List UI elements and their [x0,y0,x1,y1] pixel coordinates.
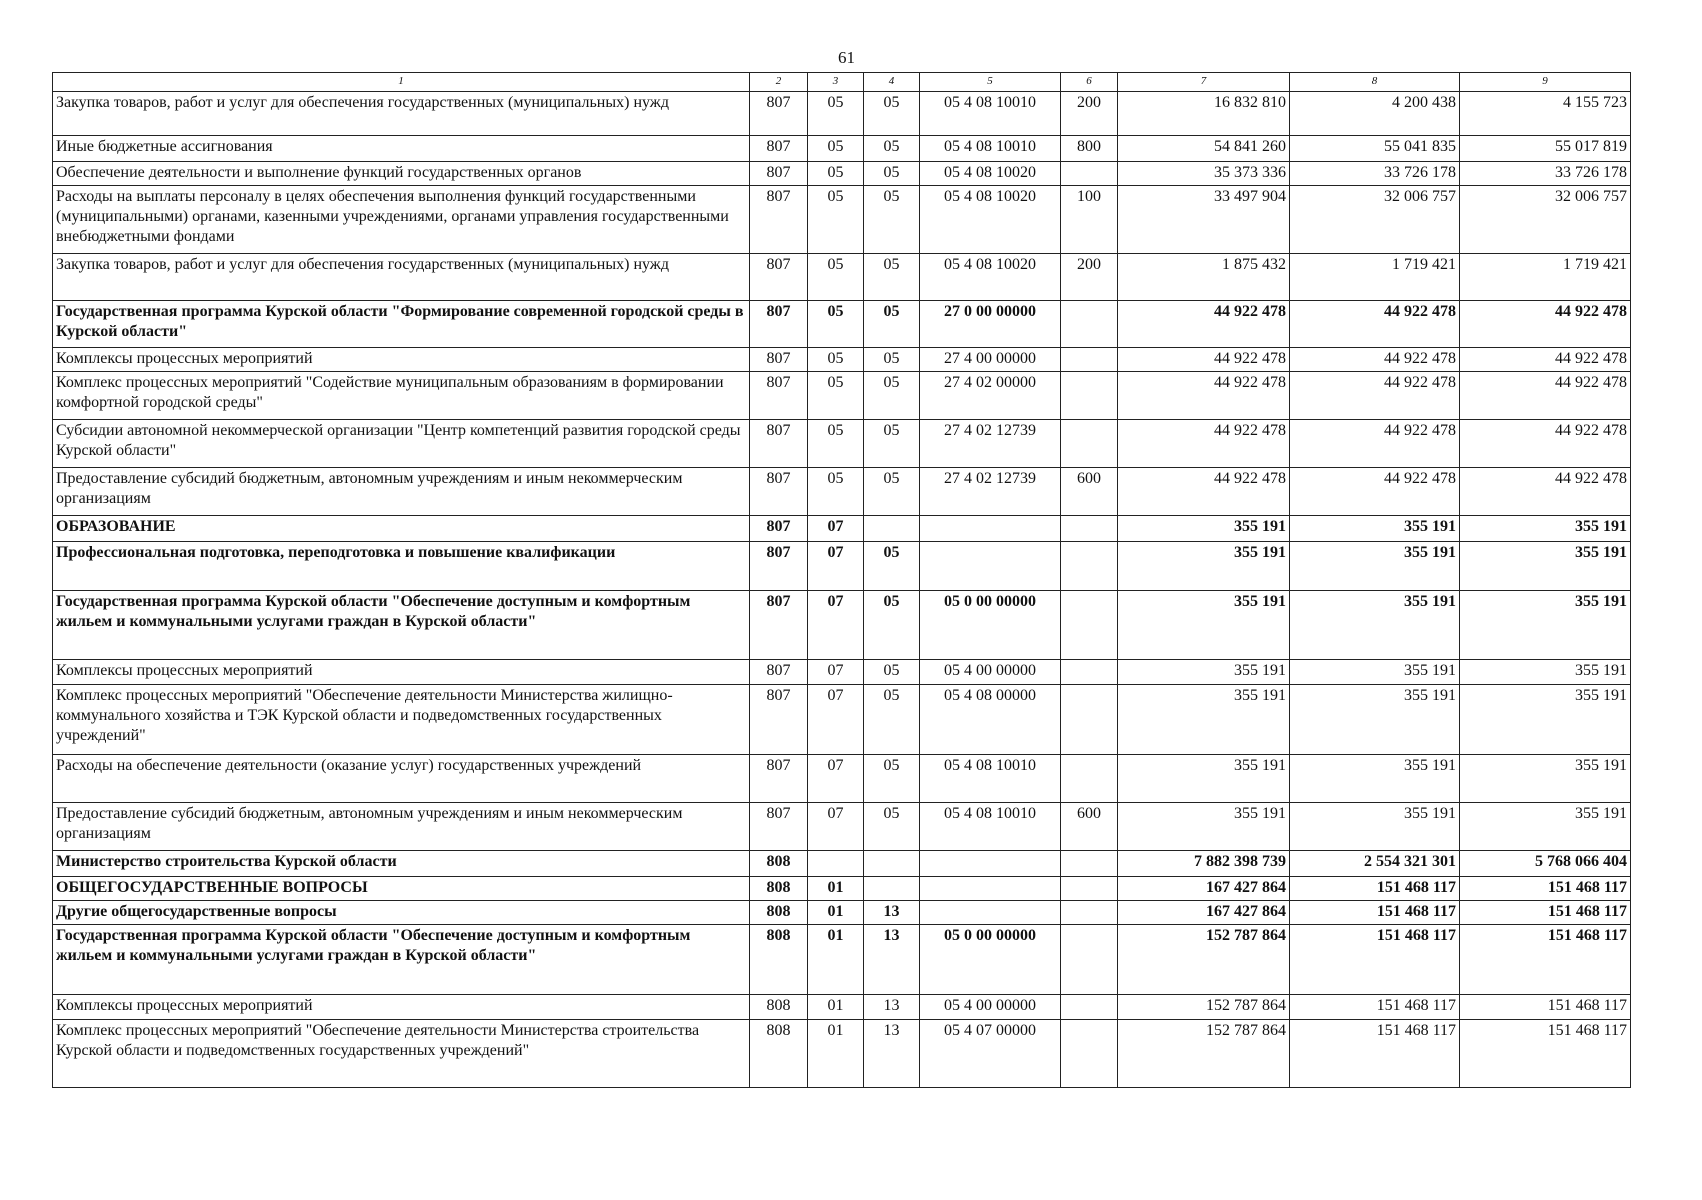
amount-year-1: 44 922 478 [1118,348,1290,372]
amount-year-3: 44 922 478 [1460,348,1631,372]
section-code: 07 [808,660,864,685]
table-row [53,542,1631,591]
row-name: Министерство строительства Курской области [53,851,750,877]
column-number-row [53,73,1631,92]
ministry-code: 807 [750,186,808,254]
amount-year-1: 152 787 864 [1118,925,1290,995]
expense-type-code [1061,542,1118,591]
column-number: 6 [1061,73,1118,92]
expense-type-code: 200 [1061,254,1118,301]
subsection-code: 05 [864,685,920,755]
amount-year-3: 151 468 117 [1460,877,1631,901]
column-number: 8 [1290,73,1460,92]
amount-year-2: 151 468 117 [1290,901,1460,925]
subsection-code: 05 [864,660,920,685]
target-article-code: 05 4 08 10020 [920,162,1061,186]
amount-year-2: 355 191 [1290,660,1460,685]
amount-year-1: 16 832 810 [1118,92,1290,136]
column-number: 2 [750,73,808,92]
amount-year-3: 151 468 117 [1460,925,1631,995]
table-row [53,995,1631,1020]
subsection-code [864,516,920,542]
target-article-code [920,901,1061,925]
section-code: 05 [808,348,864,372]
target-article-code: 05 0 00 00000 [920,591,1061,660]
row-name: Комплексы процессных мероприятий [53,660,750,685]
ministry-code: 807 [750,591,808,660]
expense-type-code [1061,516,1118,542]
expense-type-code: 600 [1061,468,1118,516]
target-article-code: 27 4 02 00000 [920,372,1061,420]
section-code: 07 [808,516,864,542]
section-code: 05 [808,420,864,468]
subsection-code: 05 [864,420,920,468]
row-name: Государственная программа Курской области "Обеспечение доступным и комфортным жильем и коммунальными услугами граждан в Курской области" [53,925,750,995]
row-name: Закупка товаров, работ и услуг для обеспечения государственных (муниципальных) нужд [53,92,750,136]
ministry-code: 808 [750,995,808,1020]
subsection-code: 13 [864,925,920,995]
amount-year-3: 355 191 [1460,803,1631,851]
amount-year-2: 1 719 421 [1290,254,1460,301]
column-number: 7 [1118,73,1290,92]
amount-year-3: 355 191 [1460,542,1631,591]
amount-year-2: 55 041 835 [1290,136,1460,162]
table-row [53,516,1631,542]
row-name: ОБЩЕГОСУДАРСТВЕННЫЕ ВОПРОСЫ [53,877,750,901]
target-article-code: 05 0 00 00000 [920,925,1061,995]
amount-year-3: 355 191 [1460,685,1631,755]
expense-type-code [1061,1020,1118,1088]
section-code: 05 [808,92,864,136]
ministry-code: 807 [750,348,808,372]
subsection-code: 05 [864,136,920,162]
amount-year-2: 355 191 [1290,803,1460,851]
amount-year-2: 151 468 117 [1290,877,1460,901]
table-row [53,851,1631,877]
row-name: Предоставление субсидий бюджетным, автономным учреждениям и иным некоммерческим организациям [53,468,750,516]
row-name: Комплексы процессных мероприятий [53,995,750,1020]
amount-year-3: 355 191 [1460,660,1631,685]
page-number: 61 [838,48,855,67]
expense-type-code [1061,372,1118,420]
ministry-code: 807 [750,254,808,301]
ministry-code: 807 [750,92,808,136]
column-number: 4 [864,73,920,92]
amount-year-3: 355 191 [1460,516,1631,542]
ministry-code: 807 [750,372,808,420]
subsection-code: 05 [864,468,920,516]
table-row [53,1020,1631,1088]
section-code: 05 [808,301,864,348]
column-number: 3 [808,73,864,92]
row-name: ОБРАЗОВАНИЕ [53,516,750,542]
section-code: 07 [808,591,864,660]
table-row [53,660,1631,685]
amount-year-2: 355 191 [1290,542,1460,591]
subsection-code: 05 [864,186,920,254]
table-row [53,420,1631,468]
ministry-code: 807 [750,162,808,186]
table-row [53,254,1631,301]
amount-year-1: 355 191 [1118,660,1290,685]
row-name: Комплекс процессных мероприятий "Обеспечение деятельности Министерства жилищно-коммунального хозяйства и ТЭК Курской области и подведомственных государственных учреждений" [53,685,750,755]
amount-year-1: 355 191 [1118,803,1290,851]
target-article-code: 27 4 02 12739 [920,420,1061,468]
ministry-code: 808 [750,851,808,877]
subsection-code: 05 [864,301,920,348]
table-row [53,348,1631,372]
amount-year-3: 355 191 [1460,755,1631,803]
amount-year-3: 355 191 [1460,591,1631,660]
expense-type-code: 800 [1061,136,1118,162]
subsection-code: 05 [864,372,920,420]
expense-type-code: 200 [1061,92,1118,136]
expense-type-code: 600 [1061,803,1118,851]
target-article-code: 27 4 00 00000 [920,348,1061,372]
target-article-code: 27 4 02 12739 [920,468,1061,516]
table-row [53,162,1631,186]
section-code: 01 [808,901,864,925]
row-name: Государственная программа Курской области "Формирование современной городской среды в Курской области" [53,301,750,348]
section-code: 07 [808,685,864,755]
table-row [53,591,1631,660]
ministry-code: 807 [750,516,808,542]
amount-year-1: 355 191 [1118,591,1290,660]
ministry-code: 807 [750,660,808,685]
amount-year-1: 44 922 478 [1118,301,1290,348]
subsection-code [864,851,920,877]
target-article-code: 05 4 00 00000 [920,995,1061,1020]
subsection-code: 05 [864,542,920,591]
row-name: Закупка товаров, работ и услуг для обеспечения государственных (муниципальных) нужд [53,254,750,301]
amount-year-3: 44 922 478 [1460,420,1631,468]
subsection-code: 05 [864,254,920,301]
amount-year-1: 7 882 398 739 [1118,851,1290,877]
expense-type-code [1061,925,1118,995]
amount-year-1: 167 427 864 [1118,877,1290,901]
row-name: Иные бюджетные ассигнования [53,136,750,162]
target-article-code [920,516,1061,542]
target-article-code: 05 4 08 10020 [920,186,1061,254]
section-code: 05 [808,468,864,516]
ministry-code: 807 [750,685,808,755]
amount-year-3: 44 922 478 [1460,301,1631,348]
row-name: Комплекс процессных мероприятий "Обеспечение деятельности Министерства строительства Курской области и подведомственных государственных учреждений" [53,1020,750,1088]
section-code: 05 [808,136,864,162]
row-name: Комплексы процессных мероприятий [53,348,750,372]
amount-year-2: 355 191 [1290,516,1460,542]
column-number: 9 [1460,73,1631,92]
table-row [53,372,1631,420]
expense-type-code [1061,591,1118,660]
amount-year-2: 44 922 478 [1290,301,1460,348]
section-code: 05 [808,186,864,254]
row-name: Расходы на выплаты персоналу в целях обеспечения выполнения функций государственными (муниципальными) органами, казенными учреждениями, органами управления государственными внебюджетными фондами [53,186,750,254]
ministry-code: 808 [750,877,808,901]
amount-year-1: 355 191 [1118,755,1290,803]
expense-type-code [1061,301,1118,348]
subsection-code: 05 [864,348,920,372]
amount-year-3: 44 922 478 [1460,372,1631,420]
section-code: 07 [808,542,864,591]
amount-year-2: 2 554 321 301 [1290,851,1460,877]
section-code: 07 [808,755,864,803]
subsection-code: 13 [864,1020,920,1088]
amount-year-3: 4 155 723 [1460,92,1631,136]
table-row [53,136,1631,162]
target-article-code: 27 0 00 00000 [920,301,1061,348]
row-name: Расходы на обеспечение деятельности (оказание услуг) государственных учреждений [53,755,750,803]
row-name: Предоставление субсидий бюджетным, автономным учреждениям и иным некоммерческим организациям [53,803,750,851]
expense-type-code [1061,685,1118,755]
table-row [53,755,1631,803]
amount-year-2: 355 191 [1290,755,1460,803]
amount-year-3: 55 017 819 [1460,136,1631,162]
section-code: 05 [808,254,864,301]
subsection-code: 05 [864,591,920,660]
section-code: 01 [808,1020,864,1088]
expense-type-code [1061,901,1118,925]
table-row [53,803,1631,851]
target-article-code [920,542,1061,591]
amount-year-3: 5 768 066 404 [1460,851,1631,877]
amount-year-1: 44 922 478 [1118,372,1290,420]
section-code [808,851,864,877]
ministry-code: 807 [750,803,808,851]
expense-type-code [1061,348,1118,372]
table-row [53,685,1631,755]
target-article-code: 05 4 08 00000 [920,685,1061,755]
amount-year-1: 44 922 478 [1118,468,1290,516]
amount-year-1: 152 787 864 [1118,1020,1290,1088]
row-name: Государственная программа Курской области "Обеспечение доступным и комфортным жильем и коммунальными услугами граждан в Курской области" [53,591,750,660]
amount-year-3: 151 468 117 [1460,901,1631,925]
target-article-code: 05 4 08 10010 [920,136,1061,162]
ministry-code: 807 [750,542,808,591]
amount-year-2: 44 922 478 [1290,348,1460,372]
amount-year-1: 1 875 432 [1118,254,1290,301]
ministry-code: 808 [750,901,808,925]
amount-year-2: 151 468 117 [1290,1020,1460,1088]
table-row [53,901,1631,925]
row-name: Другие общегосударственные вопросы [53,901,750,925]
expense-type-code [1061,660,1118,685]
row-name: Обеспечение деятельности и выполнение функций государственных органов [53,162,750,186]
row-name: Профессиональная подготовка, переподготовка и повышение квалификации [53,542,750,591]
target-article-code [920,851,1061,877]
subsection-code: 13 [864,901,920,925]
ministry-code: 807 [750,468,808,516]
table-row [53,301,1631,348]
amount-year-2: 33 726 178 [1290,162,1460,186]
amount-year-1: 355 191 [1118,516,1290,542]
expense-type-code [1061,162,1118,186]
expense-type-code [1061,755,1118,803]
section-code: 05 [808,162,864,186]
amount-year-2: 32 006 757 [1290,186,1460,254]
table-row [53,92,1631,136]
amount-year-2: 355 191 [1290,685,1460,755]
ministry-code: 807 [750,136,808,162]
table-body [53,92,1631,1088]
section-code: 01 [808,877,864,901]
expense-type-code [1061,877,1118,901]
amount-year-3: 44 922 478 [1460,468,1631,516]
column-number: 5 [920,73,1061,92]
target-article-code: 05 4 07 00000 [920,1020,1061,1088]
amount-year-3: 32 006 757 [1460,186,1631,254]
table-row [53,468,1631,516]
target-article-code: 05 4 00 00000 [920,660,1061,685]
row-name: Субсидии автономной некоммерческой организации "Центр компетенций развития городской среды Курской области" [53,420,750,468]
column-number: 1 [53,73,750,92]
amount-year-3: 151 468 117 [1460,1020,1631,1088]
target-article-code: 05 4 08 10010 [920,803,1061,851]
expense-type-code [1061,851,1118,877]
row-name: Комплекс процессных мероприятий "Содействие муниципальным образованиям в формировании комфортной городской среды" [53,372,750,420]
amount-year-2: 44 922 478 [1290,372,1460,420]
section-code: 01 [808,925,864,995]
expense-type-code [1061,995,1118,1020]
amount-year-2: 44 922 478 [1290,468,1460,516]
subsection-code: 05 [864,803,920,851]
amount-year-2: 151 468 117 [1290,995,1460,1020]
ministry-code: 808 [750,925,808,995]
expense-type-code: 100 [1061,186,1118,254]
amount-year-1: 35 373 336 [1118,162,1290,186]
subsection-code: 05 [864,755,920,803]
subsection-code: 05 [864,162,920,186]
expense-type-code [1061,420,1118,468]
table-row [53,877,1631,901]
ministry-code: 807 [750,301,808,348]
amount-year-1: 355 191 [1118,542,1290,591]
subsection-code: 05 [864,92,920,136]
amount-year-2: 4 200 438 [1290,92,1460,136]
section-code: 01 [808,995,864,1020]
amount-year-2: 355 191 [1290,591,1460,660]
amount-year-1: 152 787 864 [1118,995,1290,1020]
amount-year-1: 33 497 904 [1118,186,1290,254]
table-row [53,925,1631,995]
ministry-code: 807 [750,755,808,803]
target-article-code: 05 4 08 10010 [920,92,1061,136]
table-row [53,186,1631,254]
section-code: 07 [808,803,864,851]
subsection-code: 13 [864,995,920,1020]
amount-year-1: 355 191 [1118,685,1290,755]
subsection-code [864,877,920,901]
amount-year-1: 54 841 260 [1118,136,1290,162]
amount-year-3: 151 468 117 [1460,995,1631,1020]
amount-year-3: 33 726 178 [1460,162,1631,186]
budget-table [52,72,1631,1088]
ministry-code: 808 [750,1020,808,1088]
amount-year-1: 44 922 478 [1118,420,1290,468]
amount-year-1: 167 427 864 [1118,901,1290,925]
amount-year-2: 151 468 117 [1290,925,1460,995]
amount-year-2: 44 922 478 [1290,420,1460,468]
target-article-code: 05 4 08 10010 [920,755,1061,803]
amount-year-3: 1 719 421 [1460,254,1631,301]
section-code: 05 [808,372,864,420]
ministry-code: 807 [750,420,808,468]
target-article-code [920,877,1061,901]
target-article-code: 05 4 08 10020 [920,254,1061,301]
